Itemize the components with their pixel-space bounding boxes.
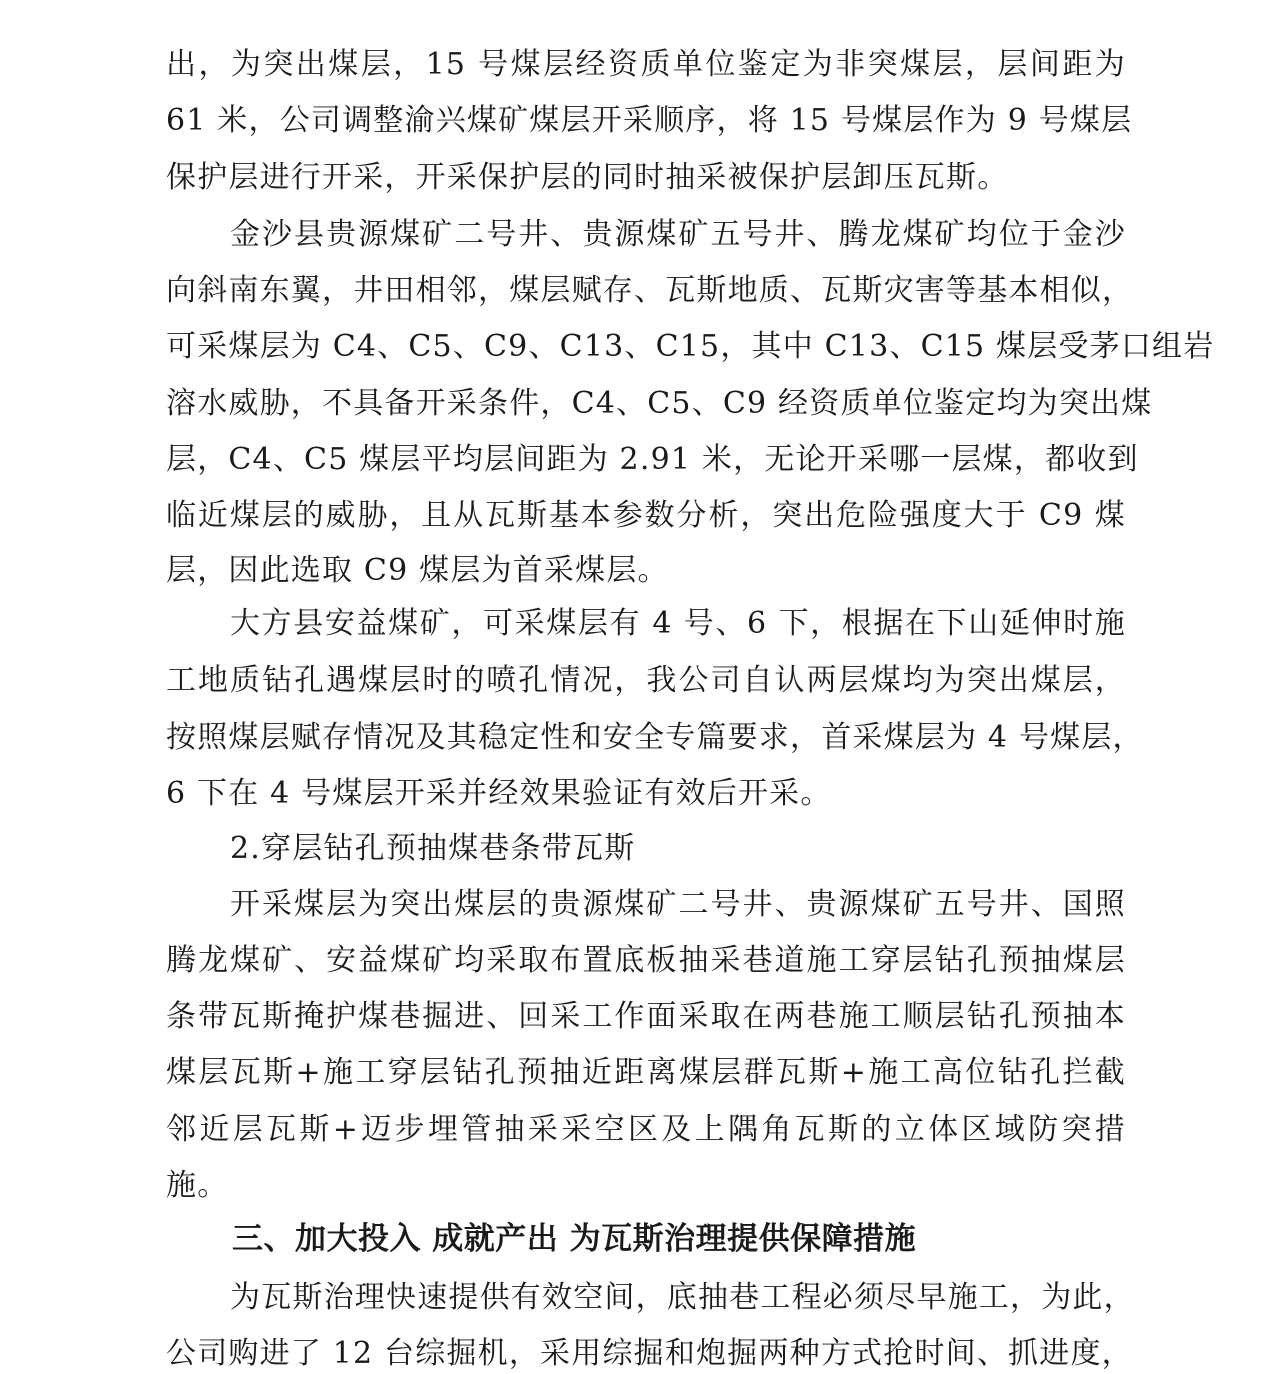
paragraph-line: 临近煤层的威胁，且从瓦斯基本参数分析，突出危险强度大于 C9 煤 [166,498,1126,533]
paragraph-line: 6 下在 4 号煤层开采并经效果验证有效后开采。 [166,776,832,811]
paragraph-line: 保护层进行开采，开采保护层的同时抽采被保护层卸压瓦斯。 [166,160,1009,195]
paragraph-line: 层，因此选取 C9 煤层为首采煤层。 [166,553,669,588]
paragraph-line: 出，为突出煤层，15 号煤层经资质单位鉴定为非突煤层，层间距为 [166,47,1126,82]
paragraph-line: 施。 [166,1168,229,1203]
paragraph-line: 煤层瓦斯+施工穿层钻孔预抽近距离煤层群瓦斯+施工高位钻孔拦截 [166,1055,1126,1090]
paragraph-line: 大方县安益煤矿，可采煤层有 4 号、6 下，根据在下山延伸时施 [230,606,1126,641]
paragraph-line: 为瓦斯治理快速提供有效空间，底抽巷工程必须尽早施工，为此， [230,1280,1135,1315]
paragraph-line: 向斜南东翼，井田相邻，煤层赋存、瓦斯地质、瓦斯灾害等基本相似， [166,273,1134,308]
paragraph-line: 工地质钻孔遇煤层时的喷孔情况，我公司自认两层煤均为突出煤层， [166,663,1126,698]
paragraph-line: 邻近层瓦斯+迈步埋管抽采采空区及上隅角瓦斯的立体区域防突措 [166,1112,1126,1147]
paragraph-line: 按照煤层赋存情况及其稳定性和安全专篇要求，首采煤层为 4 号煤层， [166,720,1144,755]
paragraph-line: 腾龙煤矿、安益煤矿均采取布置底板抽采巷道施工穿层钻孔预抽煤层 [166,943,1126,978]
section-heading: 三、加大投入 成就产出 为瓦斯治理提供保障措施 [232,1221,917,1257]
paragraph-line: 层，C4、C5 煤层平均层间距为 2.91 米，无论开采哪一层煤，都收到 [166,442,1139,477]
paragraph-line: 公司购进了 12 台综掘机，采用综掘和炮掘两种方式抢时间、抓进度， [166,1336,1133,1371]
paragraph-line: 溶水威胁，不具备开采条件，C4、C5、C9 经资质单位鉴定均为突出煤 [166,386,1153,421]
paragraph-line: 开采煤层为突出煤层的贵源煤矿二号井、贵源煤矿五号井、国照 [230,887,1126,922]
paragraph-line: 条带瓦斯掩护煤巷掘进、回采工作面采取在两巷施工顺层钻孔预抽本 [166,999,1126,1034]
paragraph-line: 可采煤层为 C4、C5、C9、C13、C15，其中 C13、C15 煤层受茅口组岩 [166,329,1215,364]
paragraph-line: 61 米，公司调整渝兴煤矿煤层开采顺序，将 15 号煤层作为 9 号煤层 [166,103,1133,138]
subsection-heading: 2.穿层钻孔预抽煤巷条带瓦斯 [230,831,636,866]
paragraph-line: 金沙县贵源煤矿二号井、贵源煤矿五号井、腾龙煤矿均位于金沙 [230,217,1126,252]
